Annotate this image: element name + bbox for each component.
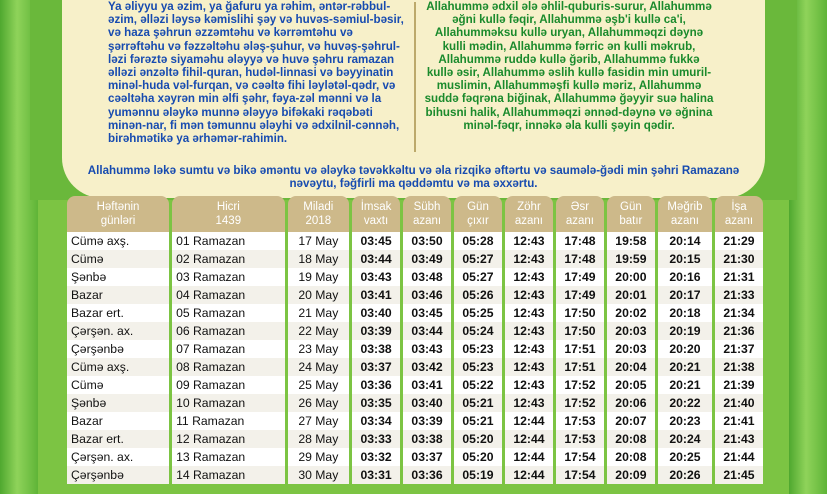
table-cell-zohr: 12:44 bbox=[505, 466, 553, 484]
table-row bbox=[67, 232, 763, 250]
table-cell-sunrise: 05:27 bbox=[454, 268, 502, 286]
table-cell-zohr: 12:43 bbox=[505, 394, 553, 412]
table-cell-weekday: Cümə bbox=[67, 376, 169, 394]
table-cell-sunset: 20:02 bbox=[607, 304, 655, 322]
table-cell-isha: 21:40 bbox=[715, 394, 763, 412]
table-cell-zohr: 12:44 bbox=[505, 412, 553, 430]
column-header-line1: Zöhr bbox=[517, 201, 541, 213]
table-cell-weekday: Çərşənbə bbox=[67, 340, 169, 358]
table-cell-hijri: 13 Ramazan bbox=[172, 448, 285, 466]
column-header-weekday bbox=[67, 196, 169, 232]
table-cell-zohr: 12:44 bbox=[505, 448, 553, 466]
table-cell-sunrise: 05:26 bbox=[454, 286, 502, 304]
column-header-line2: çıxır bbox=[467, 215, 489, 227]
table-cell-maghrib: 20:26 bbox=[658, 466, 712, 484]
column-header-zohr bbox=[505, 196, 553, 232]
table-cell-maghrib: 20:21 bbox=[658, 376, 712, 394]
table-cell-sunset: 20:06 bbox=[607, 394, 655, 412]
table-cell-miladi: 23 May bbox=[288, 340, 350, 358]
table-cell-sunrise: 05:21 bbox=[454, 412, 502, 430]
table-cell-zohr: 12:43 bbox=[505, 376, 553, 394]
table-row bbox=[67, 250, 763, 268]
table-cell-hijri: 14 Ramazan bbox=[172, 466, 285, 484]
column-header-line2: azanı bbox=[514, 215, 544, 227]
column-header-line2: batır bbox=[619, 215, 643, 227]
table-cell-sunset: 20:03 bbox=[607, 322, 655, 340]
column-header-line2: azanı bbox=[412, 215, 442, 227]
table-cell-miladi: 22 May bbox=[288, 322, 350, 340]
table-cell-zohr: 12:44 bbox=[505, 430, 553, 448]
table-cell-weekday: Bazar bbox=[67, 412, 169, 430]
table-cell-isha: 21:30 bbox=[715, 250, 763, 268]
table-cell-hijri: 08 Ramazan bbox=[172, 358, 285, 376]
table-cell-imsak: 03:45 bbox=[352, 232, 400, 250]
column-header-line1: Gün bbox=[467, 201, 489, 213]
table-cell-isha: 21:34 bbox=[715, 304, 763, 322]
table-cell-sunrise: 05:28 bbox=[454, 232, 502, 250]
column-header-miladi bbox=[288, 196, 350, 232]
table-cell-sunrise: 05:24 bbox=[454, 322, 502, 340]
table-cell-subh: 03:36 bbox=[403, 466, 451, 484]
table-cell-subh: 03:50 bbox=[403, 232, 451, 250]
table-cell-weekday: Bazar ert. bbox=[67, 430, 169, 448]
table-cell-imsak: 03:32 bbox=[352, 448, 400, 466]
table-row bbox=[67, 358, 763, 376]
column-header-line1: Miladi bbox=[303, 201, 334, 213]
table-cell-hijri: 03 Ramazan bbox=[172, 268, 285, 286]
table-cell-isha: 21:33 bbox=[715, 286, 763, 304]
table-cell-weekday: Cümə axş. bbox=[67, 358, 169, 376]
table-cell-sunrise: 05:19 bbox=[454, 466, 502, 484]
ramadan-schedule-table bbox=[64, 196, 766, 484]
column-header-sunset bbox=[607, 196, 655, 232]
table-cell-maghrib: 20:19 bbox=[658, 322, 712, 340]
table-cell-imsak: 03:40 bbox=[352, 304, 400, 322]
table-cell-subh: 03:39 bbox=[403, 412, 451, 430]
table-cell-weekday: Çərşənbə bbox=[67, 466, 169, 484]
table-cell-maghrib: 20:21 bbox=[658, 358, 712, 376]
column-header-line1: İmsak bbox=[360, 201, 392, 213]
table-row bbox=[67, 340, 763, 358]
table-cell-imsak: 03:44 bbox=[352, 250, 400, 268]
table-cell-sunrise: 05:22 bbox=[454, 376, 502, 394]
table-cell-miladi: 20 May bbox=[288, 286, 350, 304]
table-cell-zohr: 12:43 bbox=[505, 340, 553, 358]
prayer-text-left: Ya əliyyu ya əzim, ya ğafuru ya rəhim, əntər-rəbbul-əzim, əlləzi ləysə kəmislihi şəy və huvəs-səmiul-bəsir, və haza şəhrun əzzəmtəhu və kərrəmtəhu və şərrəftəhu və fəzzəltəhu ələş-şuhur, və huvəş-şəhrul-ləzi fərəztə siyaməhu ələyyə və huvə şəhru ramazan əlləzi ənzəltə fihil-quran, hudəl-linnasi və bəyyinatin minəl-huda vəl-furqan, və cəəltə fihi ləylətəl-qədr, və cəəltəha xəyrən min əlfi şəhr, fəya-zəl mənni və la yumənnu ələykə munnə ələyyə bifəkaki rəqəbəti minən-nar, fi mən təmunnu ələyhi və ədxilnil-cənnəh, birəhmətikə ya ərhəmər-rahimin. bbox=[108, 0, 404, 146]
table-cell-sunrise: 05:20 bbox=[454, 430, 502, 448]
table-cell-subh: 03:38 bbox=[403, 430, 451, 448]
table-cell-sunset: 20:09 bbox=[607, 466, 655, 484]
column-header-subh bbox=[403, 196, 451, 232]
table-header-row bbox=[67, 196, 763, 232]
table-cell-miladi: 28 May bbox=[288, 430, 350, 448]
table-cell-zohr: 12:43 bbox=[505, 322, 553, 340]
table-cell-miladi: 30 May bbox=[288, 466, 350, 484]
table-cell-hijri: 12 Ramazan bbox=[172, 430, 285, 448]
column-header-line1: Hicri bbox=[216, 201, 240, 213]
table-cell-zohr: 12:43 bbox=[505, 232, 553, 250]
table-row bbox=[67, 394, 763, 412]
table-cell-asr: 17:50 bbox=[556, 322, 604, 340]
table-cell-miladi: 24 May bbox=[288, 358, 350, 376]
column-header-line1: Məğrib bbox=[667, 201, 703, 213]
table-cell-hijri: 01 Ramazan bbox=[172, 232, 285, 250]
table-cell-weekday: Şənbə bbox=[67, 268, 169, 286]
table-cell-maghrib: 20:17 bbox=[658, 286, 712, 304]
table-cell-weekday: Cümə axş. bbox=[67, 232, 169, 250]
table-cell-asr: 17:51 bbox=[556, 340, 604, 358]
table-cell-hijri: 06 Ramazan bbox=[172, 322, 285, 340]
table-cell-maghrib: 20:25 bbox=[658, 448, 712, 466]
table-cell-sunset: 20:08 bbox=[607, 448, 655, 466]
table-cell-isha: 21:43 bbox=[715, 430, 763, 448]
column-header-line2: azanı bbox=[565, 215, 594, 227]
column-header-line2: azanı bbox=[670, 215, 699, 227]
table-cell-asr: 17:49 bbox=[556, 268, 604, 286]
table-cell-maghrib: 20:15 bbox=[658, 250, 712, 268]
table-cell-subh: 03:43 bbox=[403, 340, 451, 358]
column-header-asr bbox=[556, 196, 604, 232]
table-cell-imsak: 03:33 bbox=[352, 430, 400, 448]
table-cell-isha: 21:44 bbox=[715, 448, 763, 466]
table-cell-sunrise: 05:20 bbox=[454, 448, 502, 466]
iftar-prayer-text: Allahummə ləkə sumtu və bikə əməntu və ələykə təvəkkəltu və əla rizqikə əftərtu və saumələ-ğədi min şəhri Ramazanə nəvəytu, fəğfirli ma qəddəmtu və ma əxxərtu. bbox=[87, 164, 740, 191]
table-cell-zohr: 12:43 bbox=[505, 268, 553, 286]
table-cell-asr: 17:48 bbox=[556, 232, 604, 250]
table-cell-imsak: 03:43 bbox=[352, 268, 400, 286]
table-cell-asr: 17:49 bbox=[556, 286, 604, 304]
table-cell-subh: 03:37 bbox=[403, 448, 451, 466]
table-cell-sunset: 20:04 bbox=[607, 358, 655, 376]
column-header-line1: Əsr bbox=[570, 201, 590, 213]
table-cell-sunset: 20:01 bbox=[607, 286, 655, 304]
prayer-text-right: Allahummə ədxil ələ əhlil-quburis-surur, Allahummə əğni kullə fəqir, Allahummə əşb'i kullə ca'i, Allahumməksu kullə uryan, Allahumməqzi dəynə kulli mədin, Allahummə fərric ən kulli məkrub, Allahummə ruddə kullə ğərib, Allahummə fukkə kullə əsir, Allahummə əslih kullə fasidin min umuril-muslimin, Allahumməşfi kullə məriz, Allahummə suddə fəqrəna biğinak, Allahummə ğəyyir suə halina bihusni halik, Allahumməqzi ənnəd-dəynə və əğnina minəl-fəqr, innəkə əla kulli şəyin qədir. bbox=[424, 0, 714, 132]
table-cell-isha: 21:45 bbox=[715, 466, 763, 484]
column-header-hijri bbox=[172, 196, 285, 232]
table-cell-imsak: 03:39 bbox=[352, 322, 400, 340]
table-cell-isha: 21:41 bbox=[715, 412, 763, 430]
table-cell-zohr: 12:43 bbox=[505, 250, 553, 268]
table-cell-isha: 21:29 bbox=[715, 232, 763, 250]
table-row bbox=[67, 322, 763, 340]
table-cell-asr: 17:52 bbox=[556, 376, 604, 394]
table-body bbox=[67, 232, 763, 484]
table-row bbox=[67, 268, 763, 286]
table-cell-miladi: 21 May bbox=[288, 304, 350, 322]
table-cell-hijri: 09 Ramazan bbox=[172, 376, 285, 394]
table-cell-subh: 03:49 bbox=[403, 250, 451, 268]
table-cell-sunrise: 05:23 bbox=[454, 358, 502, 376]
table-row bbox=[67, 430, 763, 448]
column-header-isha bbox=[715, 196, 763, 232]
column-header-imsak bbox=[352, 196, 400, 232]
table-cell-maghrib: 20:16 bbox=[658, 268, 712, 286]
column-header-sunrise bbox=[454, 196, 502, 232]
table-cell-maghrib: 20:23 bbox=[658, 412, 712, 430]
table-cell-isha: 21:37 bbox=[715, 340, 763, 358]
table-cell-imsak: 03:38 bbox=[352, 340, 400, 358]
table-cell-sunrise: 05:23 bbox=[454, 340, 502, 358]
table-cell-asr: 17:53 bbox=[556, 412, 604, 430]
table-row bbox=[67, 304, 763, 322]
table-cell-isha: 21:36 bbox=[715, 322, 763, 340]
table-cell-sunset: 20:00 bbox=[607, 268, 655, 286]
table-cell-miladi: 26 May bbox=[288, 394, 350, 412]
column-header-line1: Gün bbox=[620, 201, 642, 213]
table-cell-subh: 03:45 bbox=[403, 304, 451, 322]
table-cell-hijri: 02 Ramazan bbox=[172, 250, 285, 268]
table-cell-maghrib: 20:24 bbox=[658, 430, 712, 448]
table-cell-subh: 03:48 bbox=[403, 268, 451, 286]
table-cell-imsak: 03:36 bbox=[352, 376, 400, 394]
table-cell-maghrib: 20:14 bbox=[658, 232, 712, 250]
table-cell-subh: 03:46 bbox=[403, 286, 451, 304]
table-cell-asr: 17:53 bbox=[556, 430, 604, 448]
column-header-line2: vaxtı bbox=[363, 215, 389, 227]
table-cell-miladi: 27 May bbox=[288, 412, 350, 430]
table-cell-imsak: 03:41 bbox=[352, 286, 400, 304]
table-cell-sunrise: 05:25 bbox=[454, 304, 502, 322]
table-cell-isha: 21:38 bbox=[715, 358, 763, 376]
table-cell-asr: 17:54 bbox=[556, 448, 604, 466]
column-header-line1: İşa bbox=[731, 201, 747, 213]
table-cell-sunset: 20:05 bbox=[607, 376, 655, 394]
table-cell-sunrise: 05:27 bbox=[454, 250, 502, 268]
table-cell-hijri: 04 Ramazan bbox=[172, 286, 285, 304]
table-cell-weekday: Bazar bbox=[67, 286, 169, 304]
table-cell-sunset: 19:58 bbox=[607, 232, 655, 250]
table-cell-imsak: 03:31 bbox=[352, 466, 400, 484]
table-cell-isha: 21:39 bbox=[715, 376, 763, 394]
table-cell-asr: 17:54 bbox=[556, 466, 604, 484]
column-header-line1: Sübh bbox=[413, 201, 441, 213]
table-cell-miladi: 17 May bbox=[288, 232, 350, 250]
table-cell-asr: 17:48 bbox=[556, 250, 604, 268]
table-row bbox=[67, 376, 763, 394]
table-cell-subh: 03:40 bbox=[403, 394, 451, 412]
table-cell-imsak: 03:37 bbox=[352, 358, 400, 376]
table-cell-subh: 03:41 bbox=[403, 376, 451, 394]
table-cell-asr: 17:52 bbox=[556, 394, 604, 412]
table-cell-miladi: 29 May bbox=[288, 448, 350, 466]
table-cell-weekday: Çərşən. ax. bbox=[67, 448, 169, 466]
table-row bbox=[67, 466, 763, 484]
table-cell-asr: 17:50 bbox=[556, 304, 604, 322]
column-header-line2: azanı bbox=[724, 215, 754, 227]
table-cell-sunset: 20:03 bbox=[607, 340, 655, 358]
table-cell-miladi: 25 May bbox=[288, 376, 350, 394]
table-cell-isha: 21:31 bbox=[715, 268, 763, 286]
table-cell-weekday: Cümə bbox=[67, 250, 169, 268]
table-row bbox=[67, 412, 763, 430]
table-cell-maghrib: 20:20 bbox=[658, 340, 712, 358]
table-row bbox=[67, 448, 763, 466]
column-header-maghrib bbox=[658, 196, 712, 232]
table-cell-subh: 03:44 bbox=[403, 322, 451, 340]
column-header-line2: 1439 bbox=[215, 215, 242, 227]
table-cell-sunrise: 05:21 bbox=[454, 394, 502, 412]
table-cell-maghrib: 20:18 bbox=[658, 304, 712, 322]
table-cell-zohr: 12:43 bbox=[505, 304, 553, 322]
table-cell-miladi: 18 May bbox=[288, 250, 350, 268]
table-cell-imsak: 03:35 bbox=[352, 394, 400, 412]
column-header-line2: 2018 bbox=[305, 215, 332, 227]
table-cell-hijri: 10 Ramazan bbox=[172, 394, 285, 412]
table-cell-sunset: 20:08 bbox=[607, 430, 655, 448]
table-cell-zohr: 12:43 bbox=[505, 286, 553, 304]
table-cell-maghrib: 20:22 bbox=[658, 394, 712, 412]
table-cell-weekday: Bazar ert. bbox=[67, 304, 169, 322]
table-cell-sunset: 19:59 bbox=[607, 250, 655, 268]
table-cell-asr: 17:51 bbox=[556, 358, 604, 376]
prayer-divider bbox=[414, 2, 416, 152]
table-cell-hijri: 11 Ramazan bbox=[172, 412, 285, 430]
table-cell-imsak: 03:34 bbox=[352, 412, 400, 430]
table-cell-zohr: 12:43 bbox=[505, 358, 553, 376]
table-cell-weekday: Çərşən. ax. bbox=[67, 322, 169, 340]
column-header-line2: günləri bbox=[100, 215, 136, 227]
table-cell-miladi: 19 May bbox=[288, 268, 350, 286]
table-cell-subh: 03:42 bbox=[403, 358, 451, 376]
table-cell-sunset: 20:07 bbox=[607, 412, 655, 430]
table-cell-hijri: 07 Ramazan bbox=[172, 340, 285, 358]
table-cell-hijri: 05 Ramazan bbox=[172, 304, 285, 322]
table-row bbox=[67, 286, 763, 304]
column-header-line1: Həftənin bbox=[96, 201, 140, 213]
table-cell-weekday: Şənbə bbox=[67, 394, 169, 412]
